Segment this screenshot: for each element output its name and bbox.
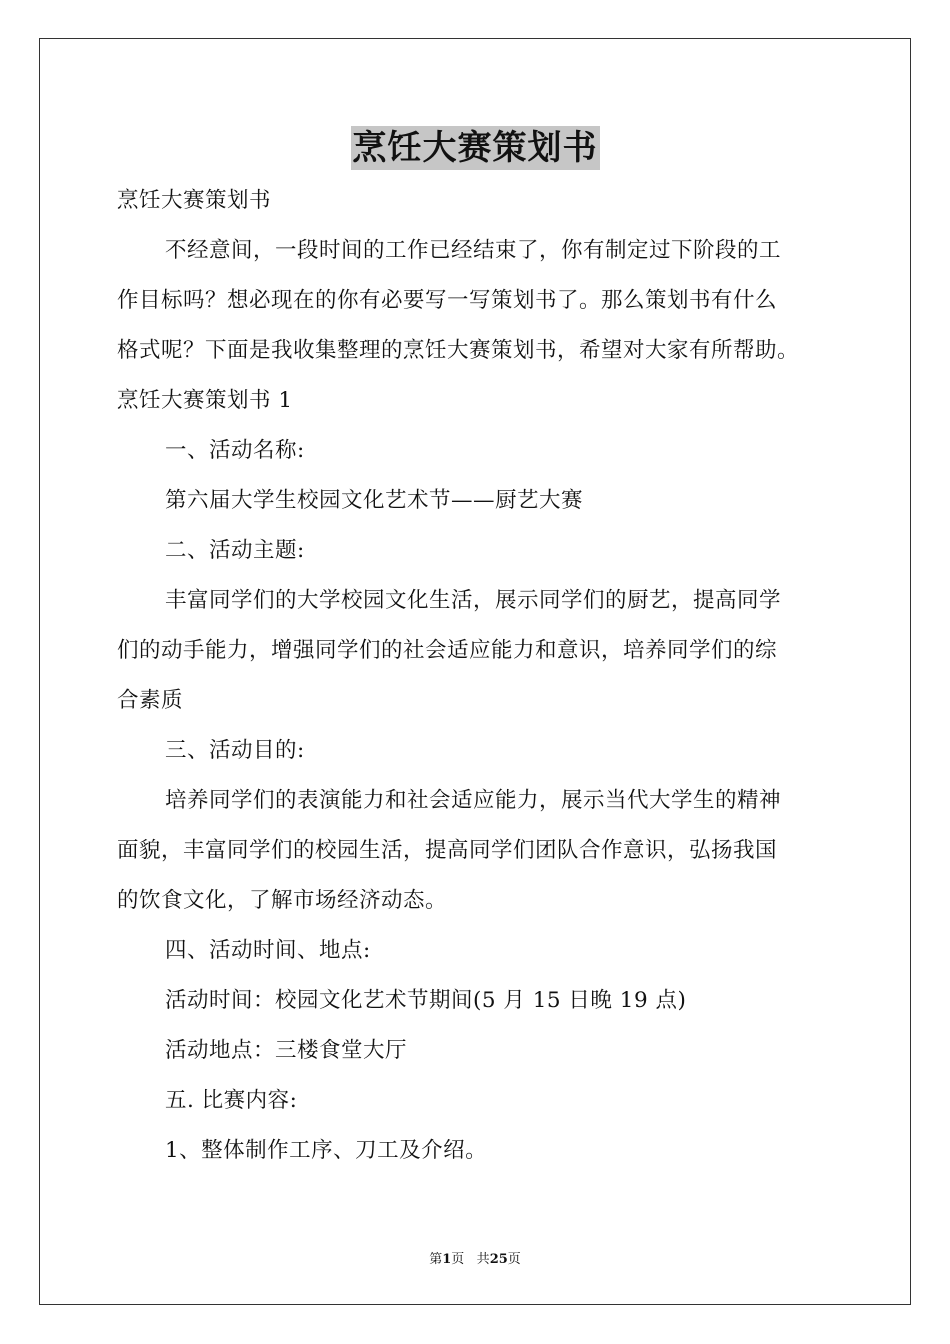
heading-activity-theme: 二、活动主题:	[165, 538, 305, 563]
page-prefix: 第	[429, 1252, 443, 1267]
purpose-line-2: 面貌，丰富同学们的校园生活，提高同学们团队合作意识，弘扬我国	[117, 838, 778, 863]
document-title-text: 烹饪大赛策划书	[352, 128, 598, 168]
intro-line-3: 格式呢？下面是我收集整理的烹饪大赛策划书，希望对大家有所帮助。	[117, 338, 800, 363]
contest-item-1: 1、整体制作工序、刀工及介绍。	[165, 1138, 488, 1163]
purpose-line-1: 培养同学们的表演能力和社会适应能力，展示当代大学生的精神	[165, 788, 782, 813]
page-footer	[0, 1248, 950, 1267]
heading-time-place: 四、活动时间、地点:	[165, 938, 371, 963]
theme-line-3: 合素质	[117, 688, 184, 713]
document-body	[117, 176, 839, 1176]
heading-activity-name: 一、活动名称:	[165, 438, 305, 463]
activity-time: 活动时间：校园文化艺术节期间(5 月 15 日晚 19 点)	[165, 988, 687, 1013]
section-heading: 烹饪大赛策划书 1	[117, 388, 293, 413]
page-number: 1	[442, 1252, 452, 1267]
intro-line-2: 作目标吗？想必现在的你有必要写一写策划书了。那么策划书有什么	[117, 288, 778, 313]
activity-place: 活动地点：三楼食堂大厅	[165, 1038, 408, 1063]
heading-activity-purpose: 三、活动目的:	[165, 738, 305, 763]
total-prefix: 共	[476, 1252, 490, 1267]
intro-line-1: 不经意间，一段时间的工作已经结束了，你有制定过下阶段的工	[165, 238, 782, 263]
total-suffix: 页	[507, 1252, 521, 1267]
page-suffix: 页	[451, 1252, 465, 1267]
document-title	[0, 126, 950, 170]
theme-line-1: 丰富同学们的大学校园文化生活，展示同学们的厨艺，提高同学	[165, 588, 782, 613]
theme-line-2: 们的动手能力，增强同学们的社会适应能力和意识，培养同学们的综	[117, 638, 778, 663]
heading-contest-content: 五. 比赛内容:	[165, 1088, 298, 1113]
total-pages: 25	[489, 1252, 508, 1267]
activity-name-text: 第六届大学生校园文化艺术节——厨艺大赛	[165, 488, 584, 513]
purpose-line-3: 的饮食文化，了解市场经济动态。	[117, 888, 448, 913]
doc-subtitle: 烹饪大赛策划书	[117, 188, 272, 213]
